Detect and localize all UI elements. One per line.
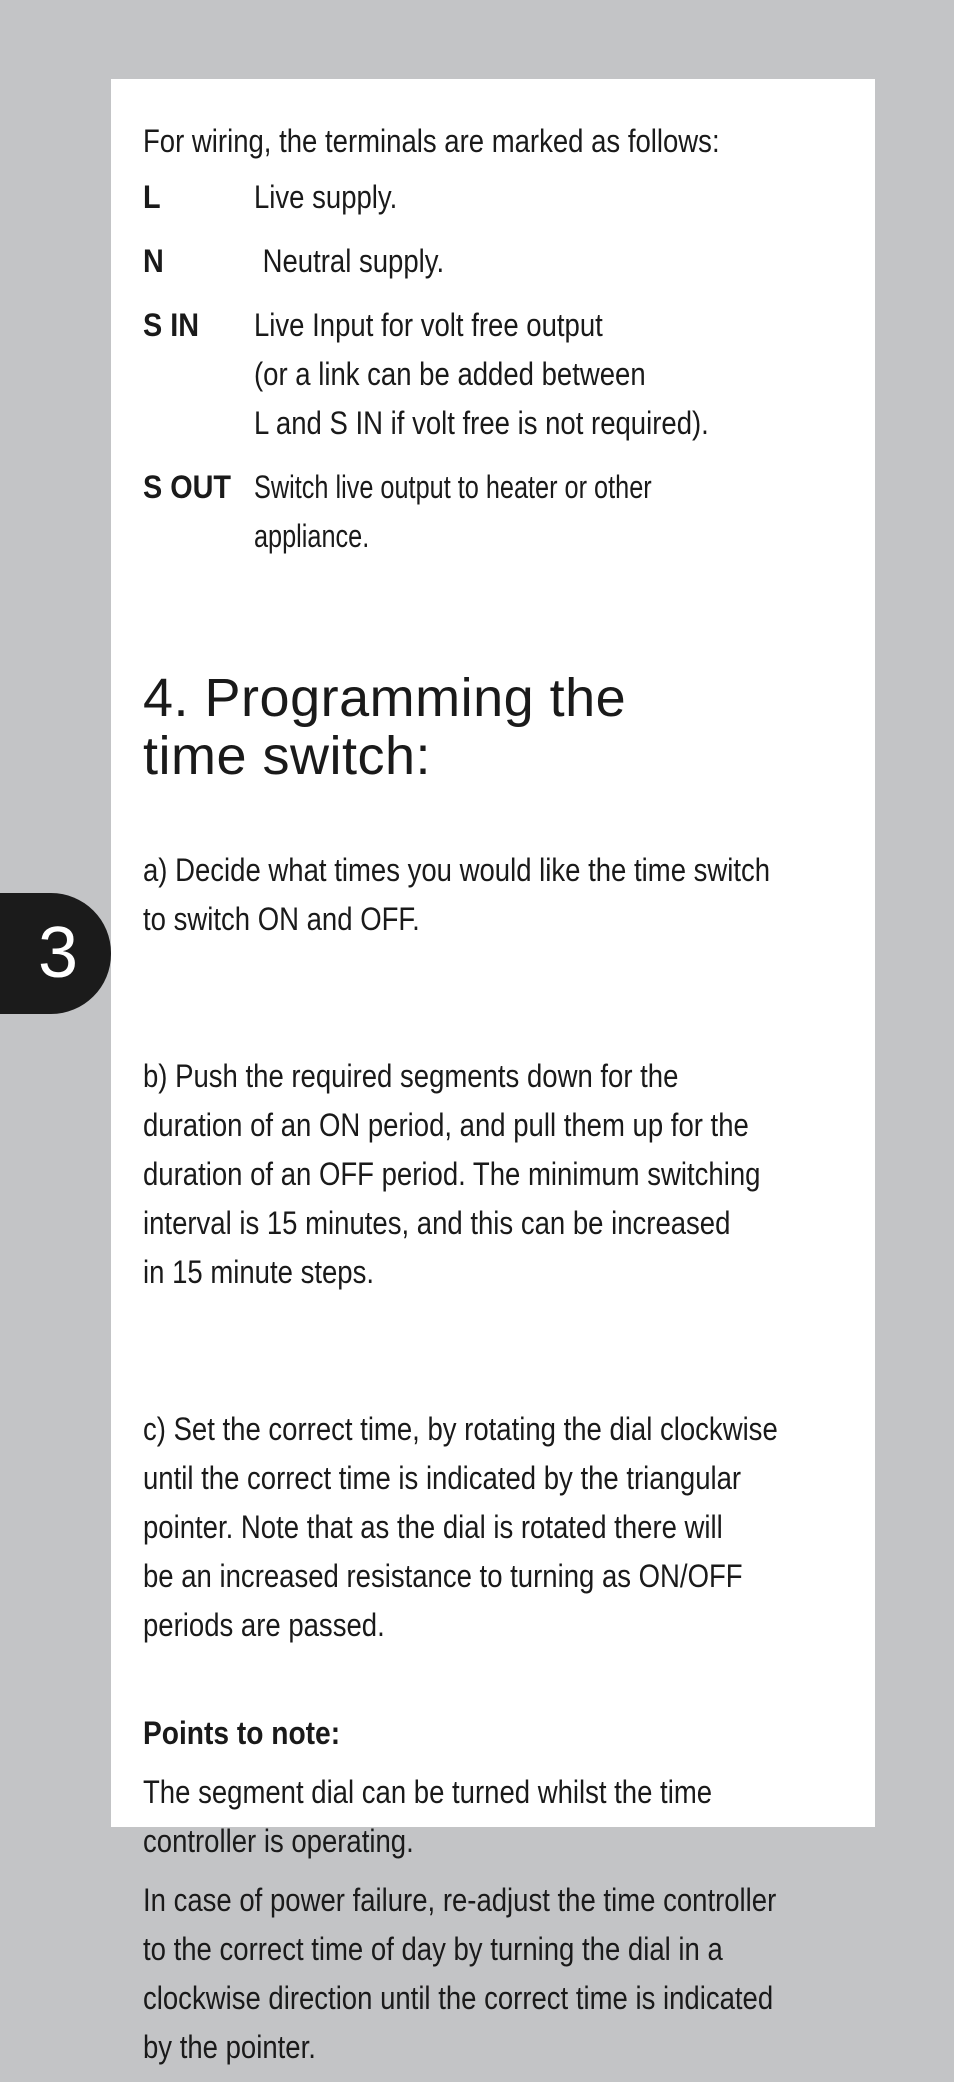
note-paragraph: In case of power failure, re-adjust the time controller to the correct time of day by turning the dial in a clockwise direction until the correct time is indicated by the pointer.: [143, 1882, 777, 2065]
step-a: [143, 797, 848, 993]
terminal-description: Switch live output to heater or other appliance.: [254, 469, 652, 554]
step-b: [143, 1003, 848, 1346]
step-text: a) Decide what times you would like the time switch to switch ON and OFF.: [143, 852, 771, 937]
note-paragraph: The segment dial can be turned whilst the time controller is operating.: [143, 1774, 713, 1859]
terminal-label: S IN: [143, 307, 200, 343]
step-text: c) Set the correct time, by rotating the dial clockwise until the correct time is indicated by the triangular pointer. Note that as the dial is rotated there will be an increased resistance to turning as ON/OFF periods are passed.: [143, 1411, 778, 1643]
chapter-tab: [0, 893, 111, 1014]
chapter-number: 3: [38, 913, 79, 993]
step-c: [143, 1356, 848, 1699]
section-title: 4. Programming the time switch:: [143, 668, 627, 786]
page-content: [143, 119, 863, 2082]
terminal-description: Live supply.: [254, 179, 398, 215]
document-page: [111, 79, 875, 2065]
terminal-label: L: [143, 179, 161, 215]
terminal-row-s-in: [143, 301, 863, 448]
terminal-description: Live Input for volt free output (or a link can be added between L and S IN if volt free is not required).: [254, 307, 709, 441]
step-text: b) Push the required segments down for the duration of an ON period, and pull them up for the duration of an OFF period. The minimum switching interval is 15 minutes, and this can be increased in 15 minute steps.: [143, 1058, 761, 1290]
terminal-label: N: [143, 243, 164, 279]
terminal-row-l: [143, 173, 863, 222]
terminal-label: S OUT: [143, 469, 232, 505]
notes-heading: Points to note:: [143, 1715, 341, 1751]
wiring-intro: For wiring, the terminals are marked as follows:: [143, 123, 720, 159]
terminal-description: Neutral supply.: [262, 243, 445, 279]
terminal-row-n: [143, 237, 863, 286]
terminal-row-s-out: [143, 463, 863, 561]
